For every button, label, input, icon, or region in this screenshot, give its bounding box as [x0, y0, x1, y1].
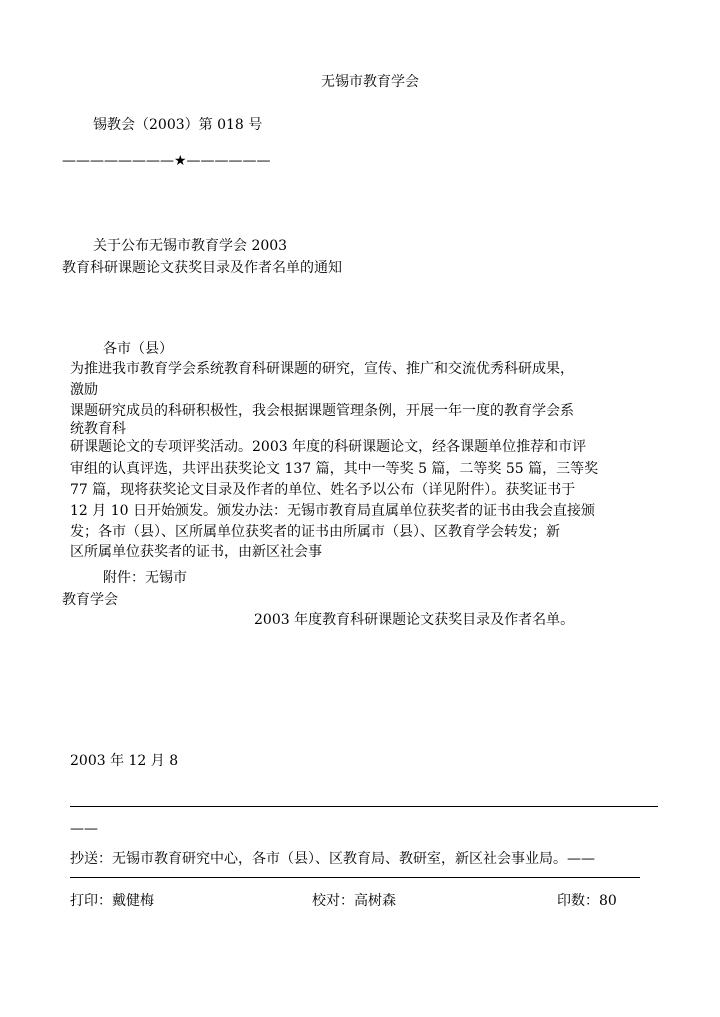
attachment-line-3: 2003 年度教育科研课题论文获奖目录及作者名单。 [254, 612, 575, 628]
body-line: 研课题论文的专项评奖活动。2003 年度的科研课题论文，经各课题单位推荐和市评 [70, 439, 587, 455]
rule-tail: —— [70, 821, 98, 837]
document-number: 锡教会（2003）第 018 号 [93, 117, 263, 133]
copy-count: 印数：80 [557, 893, 617, 909]
body-line: 77 篇，现将获奖论文目录及作者的单位、姓名予以公布（详见附件）。获奖证书于 [70, 482, 576, 498]
body-line: 区所属单位获奖者的证书，由新区社会事 [70, 544, 322, 560]
body-line: 发；各市（县）、区所属单位获奖者的证书由所属市（县）、区教育学会转发；新 [70, 524, 560, 540]
printed-by: 打印：戴健梅 [70, 893, 154, 909]
body-line: 为推进我市教育学会系统教育科研课题的研究，宣传、推广和交流优秀科研成果， [70, 361, 574, 377]
body-line: 12 月 10 日开始颁发。颁发办法：无锡市教育局直属单位获奖者的证书由我会直接颁 [70, 503, 595, 519]
body-line: 课题研究成员的科研积极性，我会根据课题管理条例，开展一年一度的教育学会系 [70, 403, 574, 419]
attachment-line-1: 附件：无锡市 [103, 570, 187, 586]
proofread-by: 校对：高树森 [312, 893, 396, 909]
salutation: 各市（县） [103, 341, 173, 357]
horizontal-rule [70, 806, 658, 807]
issue-date: 2003 年 12 月 8 [70, 753, 179, 769]
organization-title: 无锡市教育学会 [321, 74, 419, 90]
body-line: 审组的认真评选，共评出获奖论文 137 篇，其中一等奖 5 篇，二等奖 55 篇，三等奖 [70, 461, 599, 477]
star-divider: ————————★—————— [62, 153, 271, 169]
body-line: 统教育科 [70, 421, 126, 437]
attachment-line-2: 教育学会 [62, 592, 118, 608]
body-line: 激励 [70, 382, 98, 398]
horizontal-rule [70, 877, 640, 878]
subject-line-2: 教育科研课题论文获奖目录及作者名单的通知 [62, 260, 342, 276]
subject-line-1: 关于公布无锡市教育学会 2003 [93, 238, 288, 254]
cc-line: 抄送：无锡市教育研究中心，各市（县）、区教育局、教研室，新区社会事业局。—— [70, 851, 595, 867]
